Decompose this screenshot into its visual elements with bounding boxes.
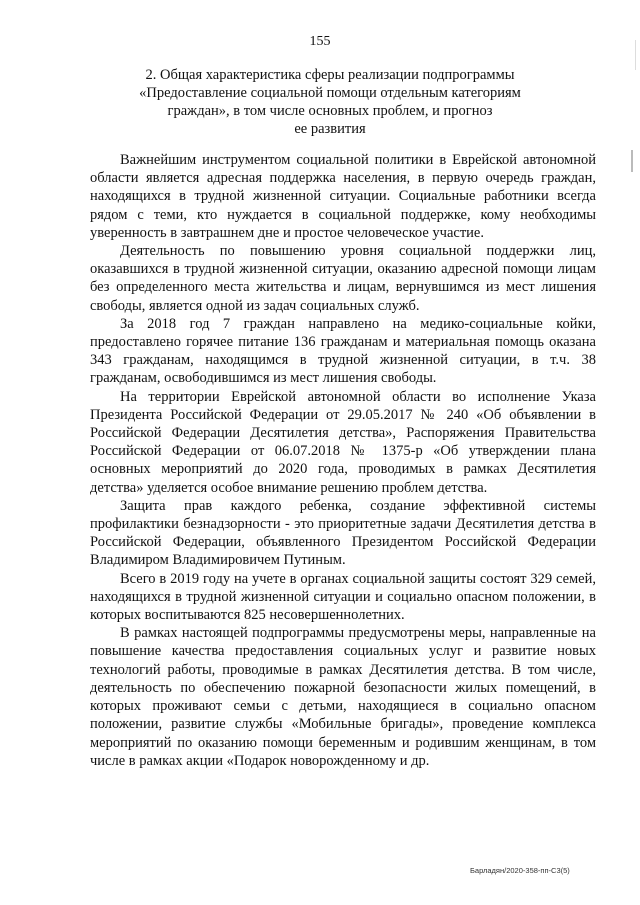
paragraph: Деятельность по повышению уровня социальной поддержки лиц, оказавшихся в трудной жизненной ситуации, оказанию адресной помощи лицам без определенного места жительства и лицам, вернувшимся из мест лишения свободы, является одной из задач социальных служб. bbox=[90, 243, 596, 314]
paragraph: В рамках настоящей подпрограммы предусмотрены меры, направленные на повышение качества предоставления социальных услуг и развитие новых технологий работы, проводимые в рамках Десятилетия детства. В том числе, деятельность по обеспечению пожарной безопасности жилых помещений, в которых проживают семьи с детьми, находящиеся в социально опасном положении, развитие службы «Мобильные бригады», проведение комплекса мероприятий по оказанию помощи беременным и родившим женщинам, в том числе в рамках акции «Подарок новорожденному и др. bbox=[90, 625, 596, 769]
document-footer-code: Барладян/2020-358-пп-С3(5) bbox=[470, 866, 570, 875]
section-heading bbox=[120, 66, 540, 138]
paragraph: На территории Еврейской автономной области во исполнение Указа Президента Российской Федерации от 29.05.2017 № 240 «Об объявлении в Российской Федерации Десятилетия детства», Распоряжения Правительства Российской Федерации от 06.07.2018 № 1375-р «Об утверждении плана основных мероприятий до 2020 года, проводимых в рамках Десятилетия детства» уделяется особое внимание решению проблем детства. bbox=[90, 388, 596, 496]
heading-line: «Предоставление социальной помощи отдельным категориям bbox=[139, 85, 521, 101]
heading-line: граждан», в том числе основных проблем, и прогноз bbox=[167, 103, 493, 119]
page-number: 155 bbox=[309, 34, 331, 49]
paragraph: За 2018 год 7 граждан направлено на медико-социальные койки, предоставлено горячее питание 136 гражданам и материальная помощь оказана 343 гражданам, находящимся в трудной жизненной ситуации, в т.ч. 38 гражданам, освободившимся из мест лишения свободы. bbox=[90, 315, 596, 387]
paragraph: Важнейшим инструментом социальной политики в Еврейской автономной области является адресная поддержка населения, в первую очередь граждан, находящихся в трудной жизненной ситуации. Социальные работники всегда рядом с теми, кто нуждается в социальной поддержке, кому необходимы уверенность в завтрашнем дне и простое человеческое участие. bbox=[90, 152, 596, 241]
paragraph: Всего в 2019 году на учете в органах социальной защиты состоят 329 семей, находящихся в трудной жизненной ситуации и социально опасном положении, в которых воспитываются 825 несовершеннолетних. bbox=[90, 570, 596, 624]
scan-edge-mark bbox=[635, 40, 636, 70]
body-text bbox=[90, 151, 596, 770]
paragraph: Защита прав каждого ребенка, создание эффективной системы профилактики безнадзорности - это приоритетные задачи Десятилетия детства в Российской Федерации, объявленного Президентом Российской Федерации Владимиром Владимировичем Путиным. bbox=[90, 497, 596, 569]
scan-edge-mark bbox=[631, 150, 633, 172]
heading-line: 2. Общая характеристика сферы реализации подпрограммы bbox=[145, 67, 515, 83]
heading-line: ее развития bbox=[294, 121, 366, 137]
